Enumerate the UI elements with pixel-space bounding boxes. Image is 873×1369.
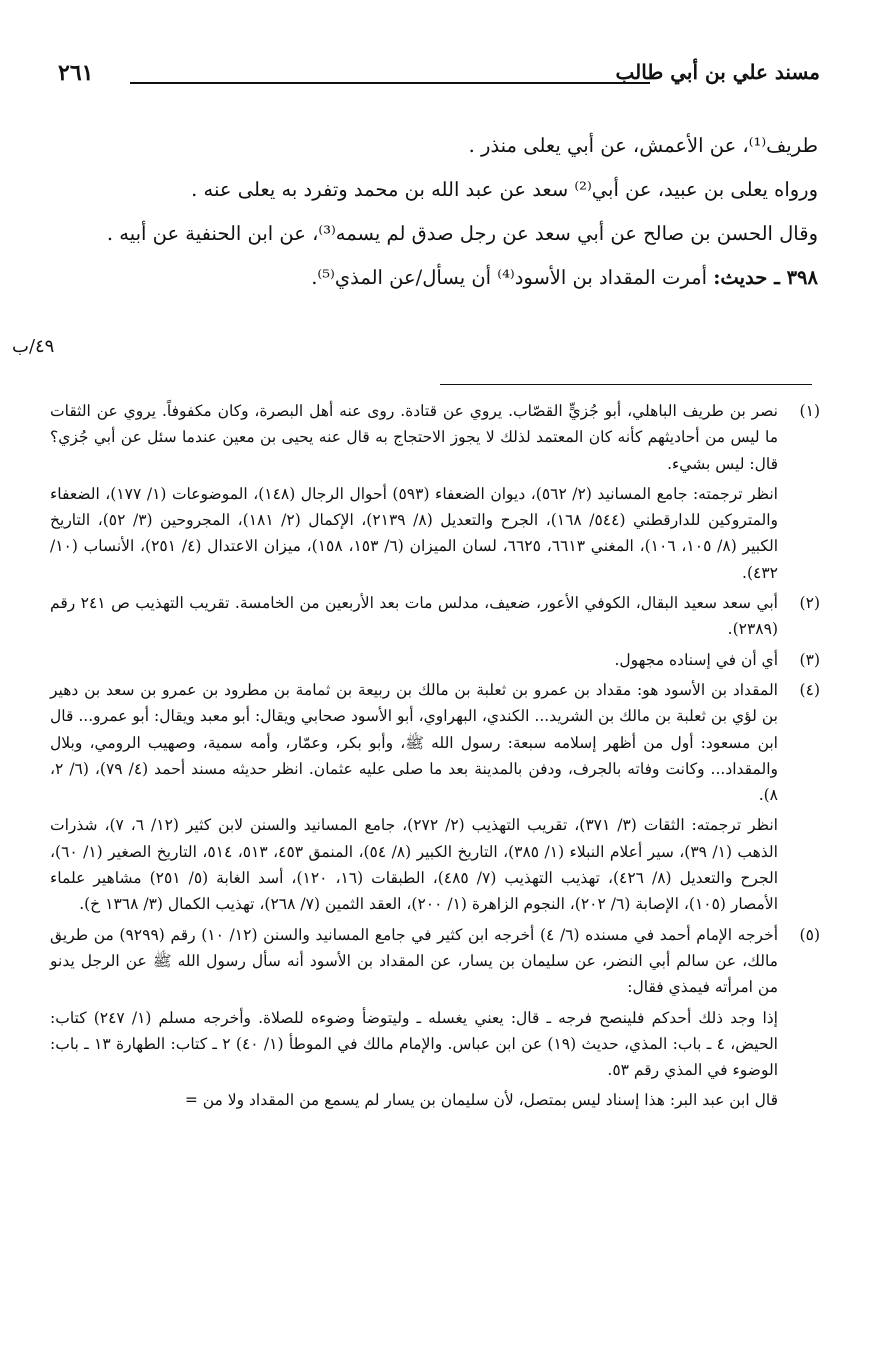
header-rule	[130, 82, 650, 84]
hadith-number: ٣٩٨ ـ حديث:	[713, 266, 818, 289]
footnote-number: (٤)	[799, 680, 820, 699]
footnote-text: أخرجه الإمام أحمد في مسنده (٦/ ٤) أخرجه ابن كثير في جامع المسانيد والسنن (١٢/ ١٠) رقم (٩٢٩٩) من طريق مالك، عن سالم أبي النضر، عن سليمان بن يسار، عن المقداد بن الأسود أنه سأل رسول الله ﷺ عن الرجل يدنو من امرأته فيمذي فقال:	[50, 925, 779, 997]
footnotes	[50, 398, 820, 1118]
footnote-text: نصر بن طريف الباهلي، أبو جُزيٍّ القصّاب. يروي عن قتادة. روى عنه أهل البصرة، وكان مكفوفاً. يروي عن الثقات ما ليس من أحاديثهم كأنه كان المعتمد لذلك لا يجوز الاحتجاج به قال عنه يحيى بن معين عندما سئل عن أبي جُزي؟ قال: ليس بشيء.	[50, 402, 778, 473]
footnote-text: المقداد بن الأسود هو: مقداد بن عمرو بن ثعلبة بن مالك بن ربيعة بن ثمامة بن مطرود بن عمرو بن سعد بن دهير بن لؤي بن ثعلبة بن مالك بن الشريد... الكندي، البهراوي، أبو الأسود صحابي ويقال: أبو معبد ويقال: أبو عمرو... قال ابن مسعود: أول من أظهر إسلامه سبعة: رسول الله ﷺ، وأبو بكر، وعمّار، وأمه سمية، وصهيب الرومي، وبلال والمقداد... وكانت وفاته بالجرف، ودفن بالمدينة بعد ما صلى عليه عثمان. انظر حديثه مسند أحمد (٤/ ٧٩)، (٦/ ٢، ٨).	[50, 680, 778, 805]
hadith-text: أمرت المقداد بن الأسود⁽⁴⁾ أن يسأل/عن المذي⁽⁵⁾.	[311, 266, 714, 289]
footnote-number: (٣)	[799, 650, 820, 669]
footnote-number: (٢)	[799, 594, 820, 613]
book-title: مسند علي بن أبي طالب	[615, 60, 820, 84]
footnote-number: (٥)	[799, 925, 820, 944]
footnote-1	[50, 398, 820, 586]
footnote-text: قال ابن عبد البر: هذا إسناد ليس بمتصل، لأن سليمان بن يسار لم يسمع من المقداد ولا من =	[184, 1091, 778, 1110]
page-header	[58, 58, 820, 94]
main-text	[62, 128, 818, 304]
paragraph: وقال الحسن بن صالح عن أبي سعد عن رجل صدق لم يسمه⁽³⁾، عن ابن الحنفية عن أبيه .	[106, 222, 818, 245]
paragraph: طريف⁽¹⁾، عن الأعمش، عن أبي يعلى منذر .	[468, 134, 818, 157]
margin-note: ٤٩/ب	[12, 336, 55, 357]
footnote-text: أبي سعد سعيد البقال، الكوفي الأعور، ضعيف، مدلس مات بعد الأربعين من الخامسة. تقريب التهذيب ص ٢٤١ رقم (٢٣٨٩).	[50, 594, 778, 639]
footnote-text: إذا وجد ذلك أحدكم فلينصح فرجه ـ قال: يعني يغسله ـ وليتوضأ وضوءه للصلاة. وأخرجه مسلم (١/ ٢٤٧) كتاب: الحيض، ٤ ـ باب: المذي، حديث (١٩) عن ابن عباس. والإمام مالك في الموطأ (١/ ٤٠) ٢ ـ كتاب: الطهارة ١٣ ـ باب: الوضوء في المذي رقم ٥٣.	[50, 1008, 778, 1080]
footnote-number: (١)	[799, 402, 820, 420]
page-number: ٢٦١	[58, 60, 94, 86]
footnote-2	[50, 590, 820, 643]
footnote-text: أي أن في إسناده مجهول.	[614, 650, 778, 669]
footnote-separator	[440, 384, 812, 385]
footnote-4	[50, 677, 820, 918]
footnote-text: انظر ترجمته: جامع المسانيد (٢/ ٥٦٢)، ديوان الضعفاء (٥٩٣) أحوال الرجال (١٤٨)، الموضوعات (١/ ١٧٧)، الضعفاء والمتروكين للدارقطني (٥٤٤/ ١٦٨)، الجرح والتعديل (٨/ ٢١٣٩)، الإكمال (٢/ ١٨١)، المجروحين (٣/ ٥٢)، التاريخ الكبير (٨/ ١٠٥، ١٠٦)، المغني ٦٦١٣، ٦٦٢٥، لسان الميزان (٦/ ١٥٣، ١٥٨)، ميزان الاعتدال (٤/ ٢٥١)، الأنساب (١٠/ ٤٣٢).	[50, 484, 779, 582]
footnote-text: انظر ترجمته: الثقات (٣/ ٣٧١)، تقريب التهذيب (٢/ ٢٧٢)، جامع المسانيد والسنن لابن كثير (١٢/ ٦، ٧)، شذرات الذهب (١/ ٣٩)، سير أعلام النبلاء (١/ ٣٨٥)، التاريخ الكبير (٨/ ٥٤)، المنمق ٤٥٣، ٥١٣، ٥١٤، التاريخ الصغير (١/ ٦٠)، الجرح والتعديل (٨/ ٤٢٦)، تهذيب التهذيب (٧/ ٤٨٥)، الطبقات (١٦، ١٢٠)، أسد الغابة (٥/ ٢٥١) مشاهير علماء الأمصار (١٠٥)، الإصابة (٦/ ٢٠٢)، النجوم الزاهرة (١/ ٢٠٠)، العقد الثمين (٧/ ٢٦٨)، تهذيب الكمال (٣/ ١٣٦٨ خ).	[50, 816, 779, 914]
footnote-5	[50, 922, 820, 1114]
footnote-3	[50, 647, 820, 673]
hadith-heading	[62, 260, 818, 296]
paragraph: ورواه يعلى بن عبيد، عن أبي⁽²⁾ سعد عن عبد الله بن محمد وتفرد به يعلى عنه .	[191, 178, 818, 201]
